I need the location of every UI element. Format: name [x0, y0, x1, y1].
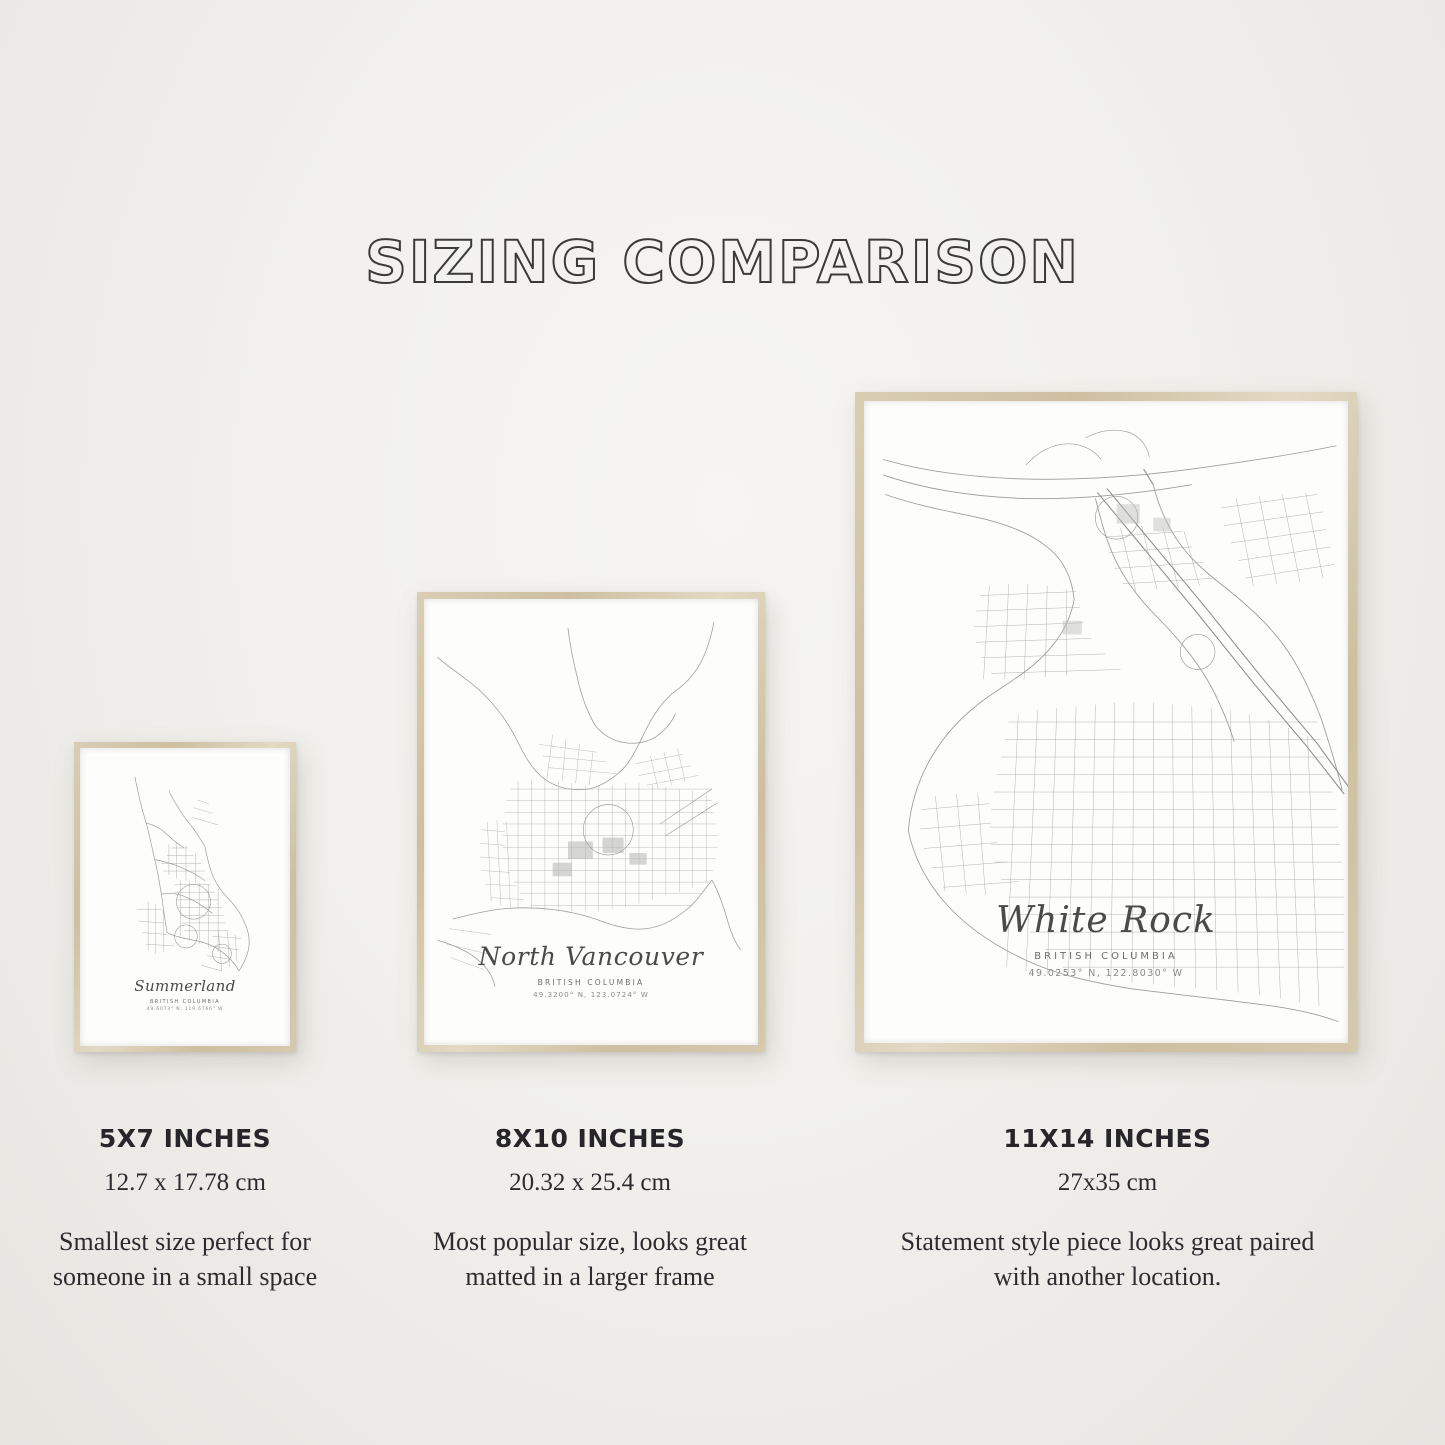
caption-size-11x14: 11X14 INCHES — [1003, 1124, 1212, 1153]
caption-description-8x10: Most popular size, looks great matted in a larger frame — [432, 1227, 748, 1291]
caption-column-8x10 — [430, 1124, 750, 1294]
poster-paper-8x10 — [424, 599, 758, 1045]
poster-caption-8x10 — [424, 942, 758, 999]
poster-frame-11x14[interactable] — [855, 392, 1357, 1052]
poster-frame-8x10[interactable] — [417, 592, 765, 1052]
caption-metric-5x7: 12.7 x 17.78 cm — [104, 1169, 266, 1196]
caption-metric-8x10: 20.32 x 25.4 cm — [509, 1169, 671, 1196]
poster-city-8x10: North Vancouver — [478, 942, 704, 971]
caption-column-11x14 — [880, 1124, 1335, 1294]
poster-frame-5x7[interactable] — [74, 742, 296, 1052]
poster-paper-5x7 — [80, 748, 290, 1046]
poster-caption-5x7 — [80, 977, 290, 1012]
caption-size-5x7: 5X7 INCHES — [98, 1124, 272, 1153]
poster-province-8x10: BRITISH COLUMBIA — [537, 978, 645, 987]
caption-metric-11x14: 27x35 cm — [1057, 1169, 1158, 1196]
caption-description-5x7: Smallest size perfect for someone in a small space — [52, 1227, 318, 1291]
poster-coordinates-5x7: 49.6073° N, 119.6766° W — [146, 1007, 224, 1012]
caption-size-8x10: 8X10 INCHES — [494, 1124, 686, 1153]
poster-coordinates-11x14: 49.0253° N, 122.8030° W — [1028, 968, 1184, 979]
poster-paper-11x14 — [864, 401, 1348, 1043]
poster-caption-11x14 — [864, 900, 1348, 979]
poster-province-5x7: BRITISH COLUMBIA — [149, 999, 221, 1005]
poster-city-5x7: Summerland — [134, 977, 236, 995]
caption-column-5x7 — [35, 1124, 335, 1294]
poster-city-11x14: White Rock — [996, 900, 1216, 941]
caption-description-11x14: Statement style piece looks great paired with another location. — [900, 1227, 1315, 1291]
page-title: SIZING COMPARISON — [365, 228, 1080, 296]
poster-province-11x14: BRITISH COLUMBIA — [1034, 951, 1178, 962]
poster-coordinates-8x10: 49.3200° N, 123.0724° W — [533, 991, 649, 999]
